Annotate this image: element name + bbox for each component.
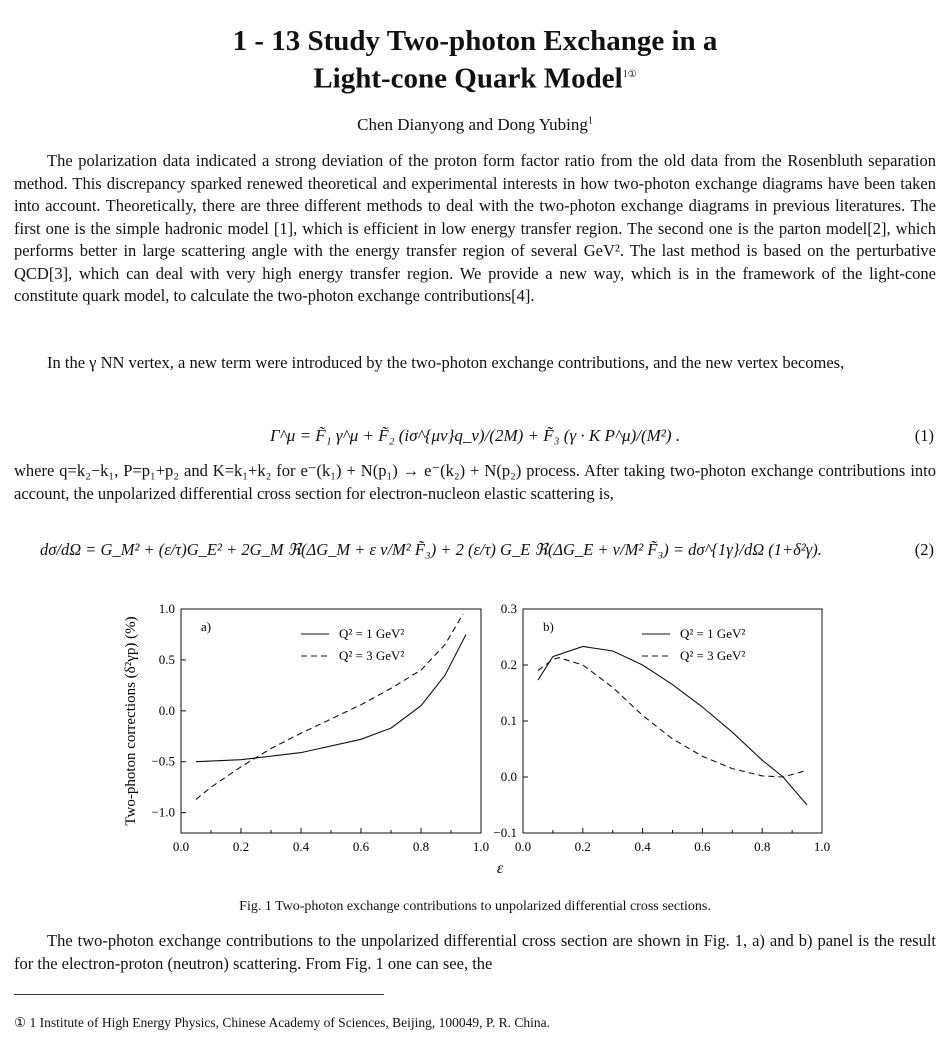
panel-b-y-tick-label: 0.2 <box>500 657 517 672</box>
y-axis-label: Two-photon corrections (δ²γp) (%) <box>123 616 139 826</box>
panel-a-x-tick-label: 0.8 <box>412 839 430 854</box>
title-line-2-text: Light-cone Quark Model <box>313 62 623 95</box>
kinematics-paragraph: where q=k₂−k₁, P=p₁+p₂ and K=k₁+k₂ for e⁻(k₁) + N(p₁) → e⁻(k₂) + N(p₂) process. After taking two-photon exchange contributions into account, the unpolarized differential cross section for electron-nucleon elastic scattering is, <box>14 461 936 503</box>
panel-b-series-q2-1-line <box>538 647 807 806</box>
panel-b-legend-label: Q² = 3 GeV² <box>680 648 746 663</box>
panel-b-y-tick-label: 0.0 <box>500 769 517 784</box>
panel-b-y-tick-label: 0.3 <box>500 601 517 616</box>
title-line-2 <box>0 58 950 96</box>
panel-b-x-tick-label: 0.2 <box>574 839 591 854</box>
panel-a-series-q2-1-line <box>196 635 466 762</box>
panel-b-x-tick-label: 1.0 <box>813 839 831 854</box>
panel-a-series-q2-3-line <box>196 614 463 799</box>
panel-a-x-tick-label: 0.4 <box>292 839 310 854</box>
paper-title <box>0 24 950 96</box>
equation-1-number: (1) <box>914 426 934 445</box>
figure-1 <box>0 590 950 890</box>
results-paragraph: The two-photon exchange contributions to the unpolarized differential cross section are shown in Fig. 1, a) and b) panel is the result for the electron-proton (neutron) scattering. From Fig. 1 one can see, the <box>14 931 936 973</box>
intro-paragraph: The polarization data indicated a strong deviation of the proton form factor ratio from the old data from the Rosenbluth separation method. This discrepancy sparked renewed theoretical and experimental interests in how two-photon exchange diagrams have been taken into account. Theoretically, there are three different methods to deal with the two-photon exchange diagrams in previous literatures. The first one is the simple hadronic model [1], which is efficient in low energy transfer region. The second one is the parton model[2], which performs better in large scattering angle with the energy transfer region of several GeV². The last method is based on the perturbative QCD[3], which can deal with very high energy transfer region. We provide a new way, which is in the framework of the light-cone constitute quark model, to calculate the two-photon exchange contributions[4]. <box>14 151 936 305</box>
panel-a-y-tick-label: 1.0 <box>158 601 175 616</box>
panel-a-x-tick-label: 0.0 <box>172 839 190 854</box>
equation-2-number: (2) <box>914 540 934 559</box>
panel-b-x-tick-label: 0.0 <box>514 839 532 854</box>
panel-a-axes-frame <box>181 609 481 833</box>
panel-a-y-tick-label: −0.5 <box>151 753 175 769</box>
panel-b-y-tick-label: −0.1 <box>493 825 517 840</box>
authors <box>0 115 950 135</box>
footnote-divider <box>14 994 384 995</box>
panel-b-x-tick-label: 0.6 <box>694 839 711 854</box>
panel-a-legend-label: Q² = 3 GeV² <box>339 648 405 663</box>
title-line-1: 1 - 13 Study Two-photon Exchange in a <box>232 25 718 57</box>
panel-a-x-tick-label: 0.6 <box>352 839 370 854</box>
panel-b-label: b) <box>543 619 554 634</box>
panel-b-series-q2-3-line <box>538 658 807 777</box>
panel-b-x-tick-label: 0.4 <box>634 839 651 854</box>
figure-caption: Fig. 1 Two-photon exchange contributions to unpolarized differential cross sections. <box>239 899 711 914</box>
panel-a-y-tick-label: 0.5 <box>158 651 175 667</box>
panel-a-label: a) <box>201 619 212 634</box>
panel-a-y-tick-label: 0.0 <box>158 702 175 718</box>
panel-b-legend-label: Q² = 1 GeV² <box>680 626 746 641</box>
panel-a-y-tick-label: −1.0 <box>151 804 175 820</box>
panel-b-y-tick-label: 0.1 <box>500 713 517 728</box>
author-affiliation-mark: 1 <box>587 115 593 127</box>
vertex-paragraph: In the γ NN vertex, a new term were introduced by the two-photon exchange contributions, and the new vertex becomes, <box>47 353 845 372</box>
title-footnote-mark: 1① <box>622 69 637 80</box>
panel-a-legend-label: Q² = 1 GeV² <box>339 626 405 641</box>
authors-text: Chen Dianyong and Dong Yubing <box>357 115 588 134</box>
x-axis-label: ε <box>496 860 504 877</box>
equation-1: Γ^μ = F̃₁ γ^μ + F̃₂ (iσ^{μν}q_ν)/(2M) + F̃₃ (γ · K P^μ)/(M²) . <box>269 426 681 445</box>
panel-b-x-tick-label: 0.8 <box>754 839 771 854</box>
panel-b-axes-frame <box>523 609 822 833</box>
panel-a-x-tick-label: 1.0 <box>472 839 490 854</box>
equation-2: dσ/dΩ = G_M² + (ε/τ)G_E² + 2G_M ℜ(ΔG_M + ε ν/M² F̃₃) + 2 (ε/τ) G_E ℜ(ΔG_E + ν/M² F̃₃) = dσ^{1γ}/dΩ (1+δ²γ). <box>40 540 822 559</box>
panel-a-x-tick-label: 0.2 <box>232 839 250 854</box>
footnote: ① 1 Institute of High Energy Physics, Chinese Academy of Sciences, Beijing, 100049, P. R. China. <box>14 1015 551 1030</box>
